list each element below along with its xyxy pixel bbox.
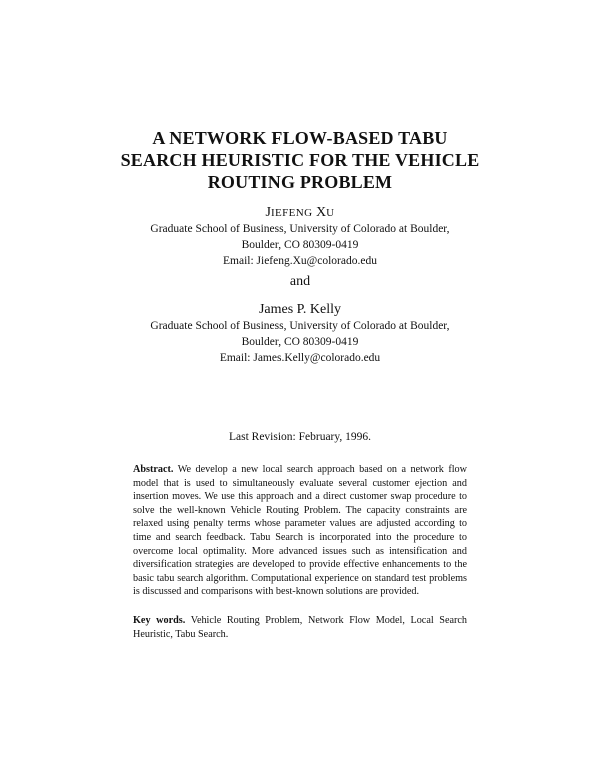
author-1-last-rest: U xyxy=(326,207,335,219)
revision-date: Last Revision: February, 1996. xyxy=(228,431,372,443)
author-1-address: Boulder, CO 80309-0419 xyxy=(241,239,359,251)
abstract xyxy=(133,463,467,599)
paper-title xyxy=(60,127,540,193)
author-2-email: Email: James.Kelly@colorado.edu xyxy=(219,352,381,364)
keywords-label: Key words. xyxy=(133,615,186,626)
author-1-details xyxy=(0,221,600,269)
author-2-details xyxy=(0,318,600,366)
abstract-text: We develop a new local search approach based on a network flow model that is used to simultaneously evaluate several customer ejection and insertion moves. We use this approach and a direct customer swap procedure to solve the well-known Vehicle Routing Problem. The capacity constraints are relaxed using penalty terms whose parameter values are adjusted according to time and search feedback. Tabu Search is incorporated into the procedure to overcome local optimality. More advanced issues such as intensification and diversification strategies are developed to provide effective enhancements to the basic tabu search algorithm. Computational experience on standard test problems is discussed and comparisons with best-known solutions are provided. xyxy=(133,464,467,598)
title-line-2: SEARCH HEURISTIC FOR THE VEHICLE xyxy=(120,150,480,170)
author-2-address: Boulder, CO 80309-0419 xyxy=(241,336,359,348)
author-separator: and xyxy=(289,274,311,289)
author-1-name xyxy=(0,205,600,221)
author-1-first-rest: IEFENG xyxy=(270,207,313,219)
author-1-last-initial: X xyxy=(315,205,327,220)
keywords-text: Vehicle Routing Problem, Network Flow Model, Local Search Heuristic, Tabu Search. xyxy=(133,615,467,640)
author-2-name: James P. Kelly xyxy=(258,302,342,317)
author-1-email: Email: Jiefeng.Xu@colorado.edu xyxy=(223,255,377,267)
author-1-affiliation: Graduate School of Business, University of Colorado at Boulder, xyxy=(150,223,450,235)
author-2-affiliation: Graduate School of Business, University of Colorado at Boulder, xyxy=(150,320,450,332)
abstract-label: Abstract. xyxy=(133,464,174,475)
author-1-first-initial: J xyxy=(265,205,271,220)
title-line-3: ROUTING PROBLEM xyxy=(207,172,393,192)
keywords xyxy=(133,614,467,641)
title-line-1: A NETWORK FLOW-BASED TABU xyxy=(152,128,448,148)
